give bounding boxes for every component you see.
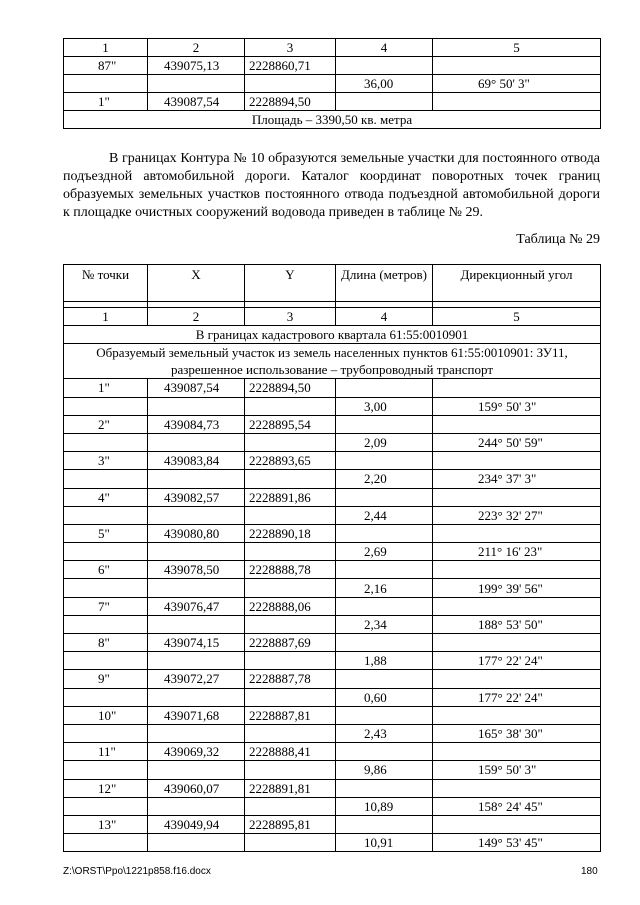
length-cell: 2,09 [336,433,433,451]
length-cell [336,488,433,506]
length-cell: 2,20 [336,470,433,488]
point-cell [64,834,148,852]
x-cell [148,615,245,633]
length-cell: 36,00 [336,75,433,93]
angle-cell [433,634,601,652]
angle-cell [433,706,601,724]
length-cell: 9,86 [336,761,433,779]
table-row [64,797,601,815]
x-cell: 439049,94 [148,815,245,833]
point-cell [64,724,148,742]
y-cell [245,75,336,93]
y-cell [245,397,336,415]
y-cell: 2228891,86 [245,488,336,506]
point-cell [64,433,148,451]
x-cell: 439084,73 [148,415,245,433]
y-cell: 2228893,65 [245,452,336,470]
angle-cell: 159° 50' 3" [433,761,601,779]
table-row [64,488,601,506]
angle-cell: 188° 53' 50" [433,615,601,633]
point-cell: 1" [64,93,148,111]
point-cell [64,615,148,633]
y-cell [245,506,336,524]
angle-cell [433,488,601,506]
length-cell [336,93,433,111]
length-cell [336,597,433,615]
col-number-1: 1 [64,39,148,57]
angle-cell [433,93,601,111]
col-number-5: 5 [433,308,601,326]
table-row [64,561,601,579]
angle-cell [433,452,601,470]
point-cell [64,797,148,815]
angle-cell [433,779,601,797]
point-cell: 3" [64,452,148,470]
col-number-4: 4 [336,39,433,57]
angle-cell [433,597,601,615]
y-cell: 2228895,54 [245,415,336,433]
point-cell [64,688,148,706]
angle-cell: 177° 22' 24" [433,652,601,670]
table-row [64,815,601,833]
y-cell [245,543,336,561]
table-header-row [64,265,601,302]
point-cell [64,506,148,524]
x-cell [148,543,245,561]
length-cell [336,815,433,833]
footer-page-number: 180 [581,866,598,877]
x-cell: 439076,47 [148,597,245,615]
point-cell: 13" [64,815,148,833]
y-cell: 2228887,78 [245,670,336,688]
x-cell [148,688,245,706]
angle-cell [433,415,601,433]
table-row [64,652,601,670]
x-cell [148,797,245,815]
coordinates-table-continuation [63,38,601,129]
point-cell: 5" [64,524,148,542]
y-cell: 2228894,50 [245,379,336,397]
table-row [64,93,601,111]
quarter-row [64,326,601,344]
table-row [64,779,601,797]
angle-cell [433,815,601,833]
x-cell [148,652,245,670]
x-cell [148,579,245,597]
x-cell: 439087,54 [148,379,245,397]
y-cell: 2228890,18 [245,524,336,542]
point-cell [64,761,148,779]
length-cell [336,634,433,652]
x-cell: 439071,68 [148,706,245,724]
angle-cell: 149° 53' 45" [433,834,601,852]
y-cell: 2228888,41 [245,743,336,761]
col-number-2: 2 [148,39,245,57]
table-row [64,724,601,742]
table-row [64,761,601,779]
point-cell: 9" [64,670,148,688]
angle-cell: 158° 24' 45" [433,797,601,815]
column-number-row [64,308,601,326]
point-cell: 4" [64,488,148,506]
angle-cell: 199° 39' 56" [433,579,601,597]
angle-cell [433,561,601,579]
point-cell [64,470,148,488]
area-cell: Площадь – 3390,50 кв. метра [64,111,601,129]
length-cell: 2,34 [336,615,433,633]
length-cell: 0,60 [336,688,433,706]
x-cell [148,397,245,415]
x-cell [148,834,245,852]
y-cell [245,834,336,852]
y-cell [245,470,336,488]
table-row [64,834,601,852]
table-row [64,433,601,451]
x-cell: 439060,07 [148,779,245,797]
table-row [64,415,601,433]
point-cell: 87" [64,57,148,75]
x-cell: 439078,50 [148,561,245,579]
angle-cell: 165° 38' 30" [433,724,601,742]
y-cell [245,761,336,779]
length-cell [336,706,433,724]
y-cell: 2228894,50 [245,93,336,111]
x-cell: 439074,15 [148,634,245,652]
point-cell: 10" [64,706,148,724]
col-number-4: 4 [336,308,433,326]
col-number-3: 3 [245,39,336,57]
x-cell: 439080,80 [148,524,245,542]
angle-cell: 177° 22' 24" [433,688,601,706]
length-cell: 2,69 [336,543,433,561]
parcel-cell: Образуемый земельный участок из земель населенных пунктов 61:55:0010901: ЗУ11, разрешенное использование – трубопроводный транспорт [64,344,601,379]
y-cell [245,688,336,706]
header-x: X [148,265,245,302]
length-cell: 10,89 [336,797,433,815]
point-cell: 12" [64,779,148,797]
table-row [64,506,601,524]
header-length: Длина (метров) [336,265,433,302]
length-cell [336,524,433,542]
coordinates-table-29 [63,264,601,852]
footer-file-path: Z:\ORST\Ppo\1221p858.f16.docx [63,866,211,877]
angle-cell: 211° 16' 23" [433,543,601,561]
y-cell [245,724,336,742]
point-cell: 6" [64,561,148,579]
quarter-cell: В границах кадастрового квартала 61:55:0010901 [64,326,601,344]
x-cell: 439069,32 [148,743,245,761]
angle-cell: 159° 50' 3" [433,397,601,415]
x-cell: 439087,54 [148,93,245,111]
angle-cell [433,524,601,542]
angle-cell: 69° 50' 3" [433,75,601,93]
length-cell: 2,16 [336,579,433,597]
point-cell [64,543,148,561]
x-cell: 439072,27 [148,670,245,688]
y-cell: 2228895,81 [245,815,336,833]
length-cell [336,57,433,75]
length-cell [336,379,433,397]
table-row [64,743,601,761]
angle-cell [433,743,601,761]
length-cell: 2,43 [336,724,433,742]
angle-cell [433,670,601,688]
col-number-1: 1 [64,308,148,326]
table-row [64,75,601,93]
point-cell [64,397,148,415]
y-cell: 2228860,71 [245,57,336,75]
length-cell [336,561,433,579]
table-row [64,57,601,75]
table-row [64,543,601,561]
x-cell: 439075,13 [148,57,245,75]
x-cell [148,433,245,451]
x-cell: 439082,57 [148,488,245,506]
y-cell: 2228888,78 [245,561,336,579]
header-point: № точки [64,265,148,302]
x-cell [148,506,245,524]
table-row [64,524,601,542]
table-row [64,579,601,597]
table-row [64,597,601,615]
table-row [64,470,601,488]
x-cell [148,470,245,488]
table-row [64,452,601,470]
table-row [64,688,601,706]
parcel-row [64,344,601,379]
point-cell: 11" [64,743,148,761]
length-cell: 2,44 [336,506,433,524]
table-row [64,634,601,652]
point-cell [64,652,148,670]
area-row [64,111,601,129]
point-cell [64,579,148,597]
header-angle: Дирекционный угол [433,265,601,302]
y-cell: 2228887,69 [245,634,336,652]
point-cell: 7" [64,597,148,615]
angle-cell: 234° 37' 3" [433,470,601,488]
x-cell [148,75,245,93]
angle-cell [433,379,601,397]
col-number-5: 5 [433,39,601,57]
angle-cell [433,57,601,75]
angle-cell: 244° 50' 59" [433,433,601,451]
length-cell [336,779,433,797]
y-cell [245,652,336,670]
header-y: Y [245,265,336,302]
table-row [64,615,601,633]
length-cell: 10,91 [336,834,433,852]
col-number-3: 3 [245,308,336,326]
y-cell: 2228887,81 [245,706,336,724]
length-cell [336,415,433,433]
length-cell [336,743,433,761]
y-cell [245,433,336,451]
table-header-row [64,39,601,57]
y-cell: 2228888,06 [245,597,336,615]
table-row [64,706,601,724]
x-cell [148,724,245,742]
length-cell: 3,00 [336,397,433,415]
point-cell: 2" [64,415,148,433]
point-cell: 1" [64,379,148,397]
table-row [64,397,601,415]
body-paragraph: В границах Контура № 10 образуются земельные участки для постоянного отвода подъездной автомобильной дороги. Каталог координат поворотных точек границ образуемых земельных участков постоянного отвода подъездной автомобильной дороги к площадке очистных сооружений водовода приведен в таблице № 29. [63,151,600,220]
point-cell: 8" [64,634,148,652]
x-cell: 439083,84 [148,452,245,470]
point-cell [64,75,148,93]
table-row [64,670,601,688]
table-row [64,379,601,397]
y-cell: 2228891,81 [245,779,336,797]
col-number-2: 2 [148,308,245,326]
length-cell [336,670,433,688]
x-cell [148,761,245,779]
y-cell [245,797,336,815]
angle-cell: 223° 32' 27" [433,506,601,524]
table-caption: Таблица № 29 [516,232,600,247]
length-cell [336,452,433,470]
length-cell: 1,88 [336,652,433,670]
y-cell [245,615,336,633]
y-cell [245,579,336,597]
